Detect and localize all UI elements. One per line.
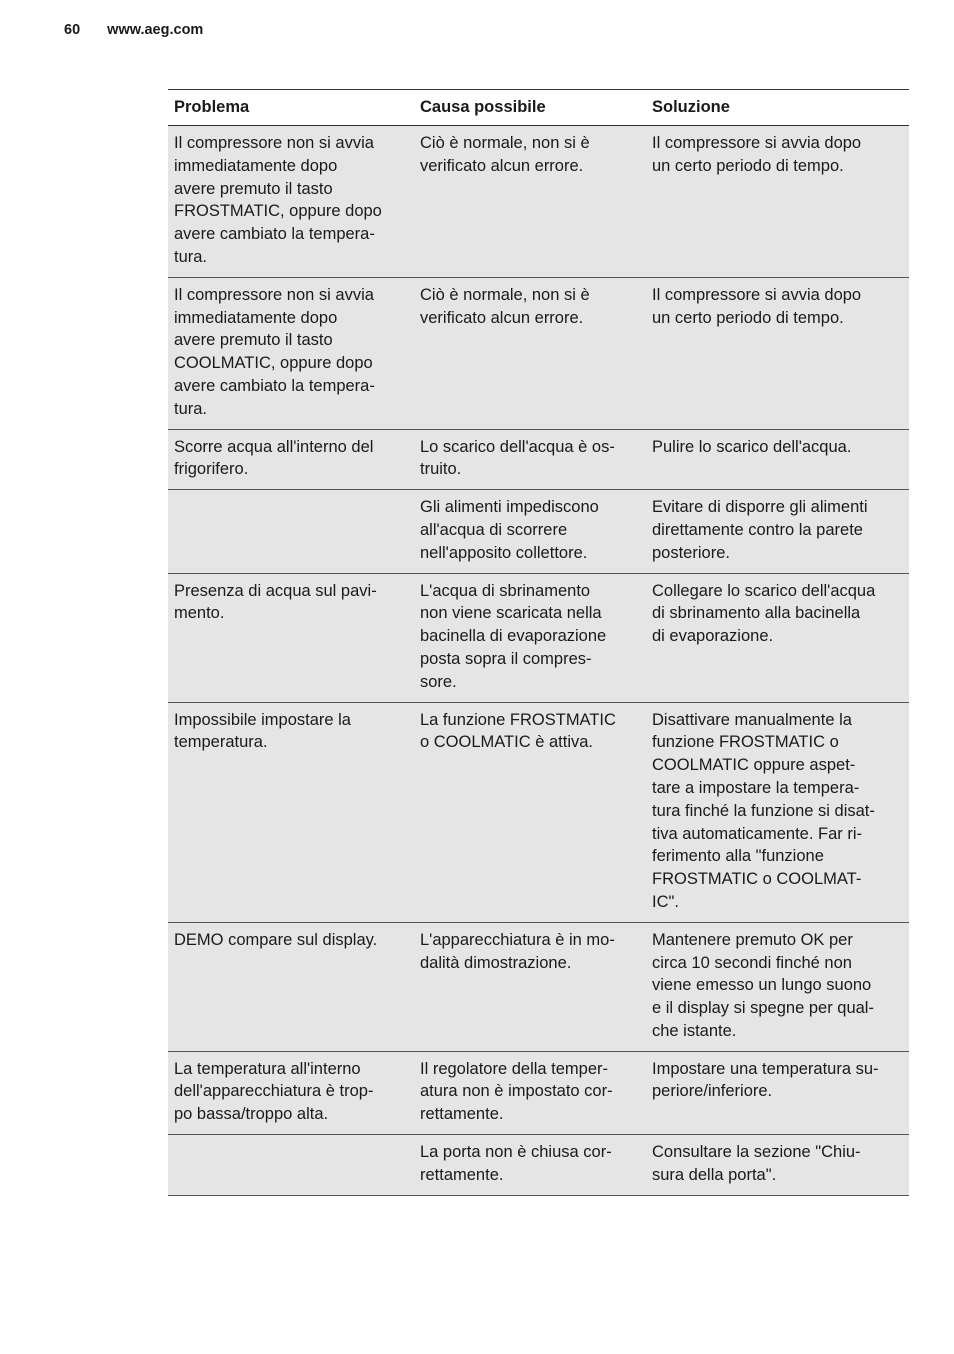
- table-row: [168, 1135, 909, 1196]
- site-url[interactable]: www.aeg.com: [107, 22, 204, 38]
- column-header-problem: Problema: [168, 90, 414, 126]
- table-row: [168, 922, 909, 1051]
- page-number: 60: [64, 22, 81, 38]
- column-header-solution: Soluzione: [646, 90, 909, 126]
- solution-cell: Collegare lo scarico dell'acqua di sbrinamento alla bacinella di evaporazione.: [646, 573, 909, 702]
- table-row: [168, 126, 909, 278]
- cause-cell: L'apparecchiatura è in mo- dalità dimostrazione.: [414, 922, 646, 1051]
- cause-cell: Ciò è normale, non si è verificato alcun errore.: [414, 277, 646, 429]
- problem-cell: [168, 1135, 414, 1196]
- table-row: [168, 490, 909, 573]
- solution-cell: Il compressore si avvia dopo un certo periodo di tempo.: [646, 126, 909, 278]
- cause-cell: Lo scarico dell'acqua è os- truito.: [414, 429, 646, 490]
- problem-cell: Il compressore non si avvia immediatamente dopo avere premuto il tasto FROSTMATIC, oppure dopo avere cambiato la tempera- tura.: [168, 126, 414, 278]
- problem-cell: Impossibile impostare la temperatura.: [168, 702, 414, 922]
- problem-cell: [168, 490, 414, 573]
- solution-cell: Impostare una temperatura su- periore/inferiore.: [646, 1051, 909, 1134]
- page-header: [64, 22, 203, 38]
- problem-cell: Il compressore non si avvia immediatamente dopo avere premuto il tasto COOLMATIC, oppure dopo avere cambiato la tempera- tura.: [168, 277, 414, 429]
- table-row: [168, 702, 909, 922]
- table-row: [168, 573, 909, 702]
- cause-cell: L'acqua di sbrinamento non viene scaricata nella bacinella di evaporazione posta sopra il compres- sore.: [414, 573, 646, 702]
- solution-cell: Evitare di disporre gli alimenti direttamente contro la parete posteriore.: [646, 490, 909, 573]
- cause-cell: La funzione FROSTMATIC o COOLMATIC è attiva.: [414, 702, 646, 922]
- cause-cell: Gli alimenti impediscono all'acqua di scorrere nell'apposito collettore.: [414, 490, 646, 573]
- problem-cell: La temperatura all'interno dell'apparecchiatura è trop- po bassa/troppo alta.: [168, 1051, 414, 1134]
- solution-cell: Consultare la sezione "Chiu- sura della porta".: [646, 1135, 909, 1196]
- cause-cell: Ciò è normale, non si è verificato alcun errore.: [414, 126, 646, 278]
- solution-cell: Disattivare manualmente la funzione FROSTMATIC o COOLMATIC oppure aspet- tare a impostare la tempera- tura finché la funzione si disat- tiva automaticamente. Far ri- ferimento alla "funzione FROSTMATIC o COOLMAT- IC".: [646, 702, 909, 922]
- table-row: [168, 1051, 909, 1134]
- solution-cell: Pulire lo scarico dell'acqua.: [646, 429, 909, 490]
- problem-cell: Scorre acqua all'interno del frigorifero.: [168, 429, 414, 490]
- table-header-row: [168, 90, 909, 126]
- table-row: [168, 277, 909, 429]
- cause-cell: La porta non è chiusa cor- rettamente.: [414, 1135, 646, 1196]
- problem-cell: Presenza di acqua sul pavi- mento.: [168, 573, 414, 702]
- solution-cell: Il compressore si avvia dopo un certo periodo di tempo.: [646, 277, 909, 429]
- problem-cell: DEMO compare sul display.: [168, 922, 414, 1051]
- cause-cell: Il regolatore della temper- atura non è impostato cor- rettamente.: [414, 1051, 646, 1134]
- column-header-cause: Causa possibile: [414, 90, 646, 126]
- solution-cell: Mantenere premuto OK per circa 10 secondi finché non viene emesso un lungo suono e il display si spegne per qual- che istante.: [646, 922, 909, 1051]
- troubleshooting-table: [168, 89, 909, 1196]
- table-row: [168, 429, 909, 490]
